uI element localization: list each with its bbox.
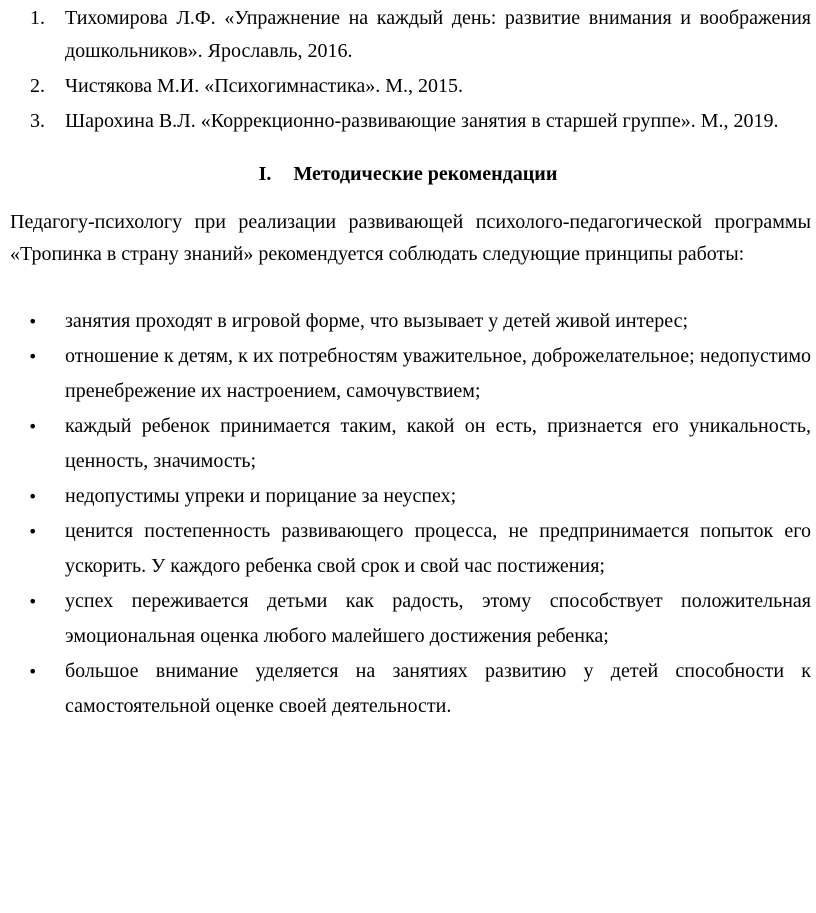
reference-text: Тихомирова Л.Ф. «Упражнение на каждый день: развитие внимания и воображения дошкольников». Ярославль, 2016. xyxy=(65,7,811,62)
intro-paragraph: Педагогу-психологу при реализации развивающей психолого-педагогической программы «Тропинка в страну знаний» рекомендуется соблюдать следующие принципы работы: xyxy=(10,211,811,265)
reference-item xyxy=(30,2,811,68)
reference-number: 3. xyxy=(30,110,45,132)
principle-item xyxy=(28,584,811,654)
reference-item xyxy=(30,70,811,103)
reference-list xyxy=(30,2,811,138)
bullet-icon: • xyxy=(28,347,38,366)
principle-text: большое внимание уделяется на занятиях развитию у детей способности к самостоятельной оценке своей деятельности. xyxy=(65,660,811,717)
bullet-icon: • xyxy=(28,522,38,541)
bullet-icon: • xyxy=(28,487,38,506)
principle-item xyxy=(28,514,811,584)
principle-text: недопустимы упреки и порицание за неуспех; xyxy=(65,485,457,507)
principle-text: успех переживается детьми как радость, этому способствует положительная эмоциональная оценка любого малейшего достижения ребенка; xyxy=(65,590,811,647)
bullet-icon: • xyxy=(28,592,38,611)
principle-text: ценится постепенность развивающего процесса, не предпринимается попыток его ускорить. У каждого ребенка свой срок и свой час постижения; xyxy=(65,520,811,577)
principle-item xyxy=(28,479,811,514)
principle-item xyxy=(28,654,811,724)
section-title: Методические рекомендации xyxy=(293,163,558,185)
section-heading xyxy=(0,159,816,189)
principle-text: отношение к детям, к их потребностям уважительное, доброжелательное; недопустимо пренебрежение их настроением, самочувствием; xyxy=(65,345,811,402)
principle-item xyxy=(28,304,811,339)
bullet-icon: • xyxy=(28,662,38,681)
reference-number: 2. xyxy=(30,75,45,97)
principles-list xyxy=(28,304,811,724)
reference-text: Шарохина В.Л. «Коррекционно-развивающие занятия в старшей группе». М., 2019. xyxy=(65,110,779,132)
bullet-icon: • xyxy=(28,312,38,331)
reference-text: Чистякова М.И. «Психогимнастика». М., 2015. xyxy=(65,75,464,97)
principle-text: занятия проходят в игровой форме, что вызывает у детей живой интерес; xyxy=(65,310,689,332)
bullet-icon: • xyxy=(28,417,38,436)
principle-item xyxy=(28,339,811,409)
section-number: I. xyxy=(258,163,272,185)
reference-number: 1. xyxy=(30,7,45,29)
principle-item xyxy=(28,409,811,479)
reference-item xyxy=(30,105,811,138)
principle-text: каждый ребенок принимается таким, какой он есть, признается его уникальность, ценность, значимость; xyxy=(65,415,811,472)
